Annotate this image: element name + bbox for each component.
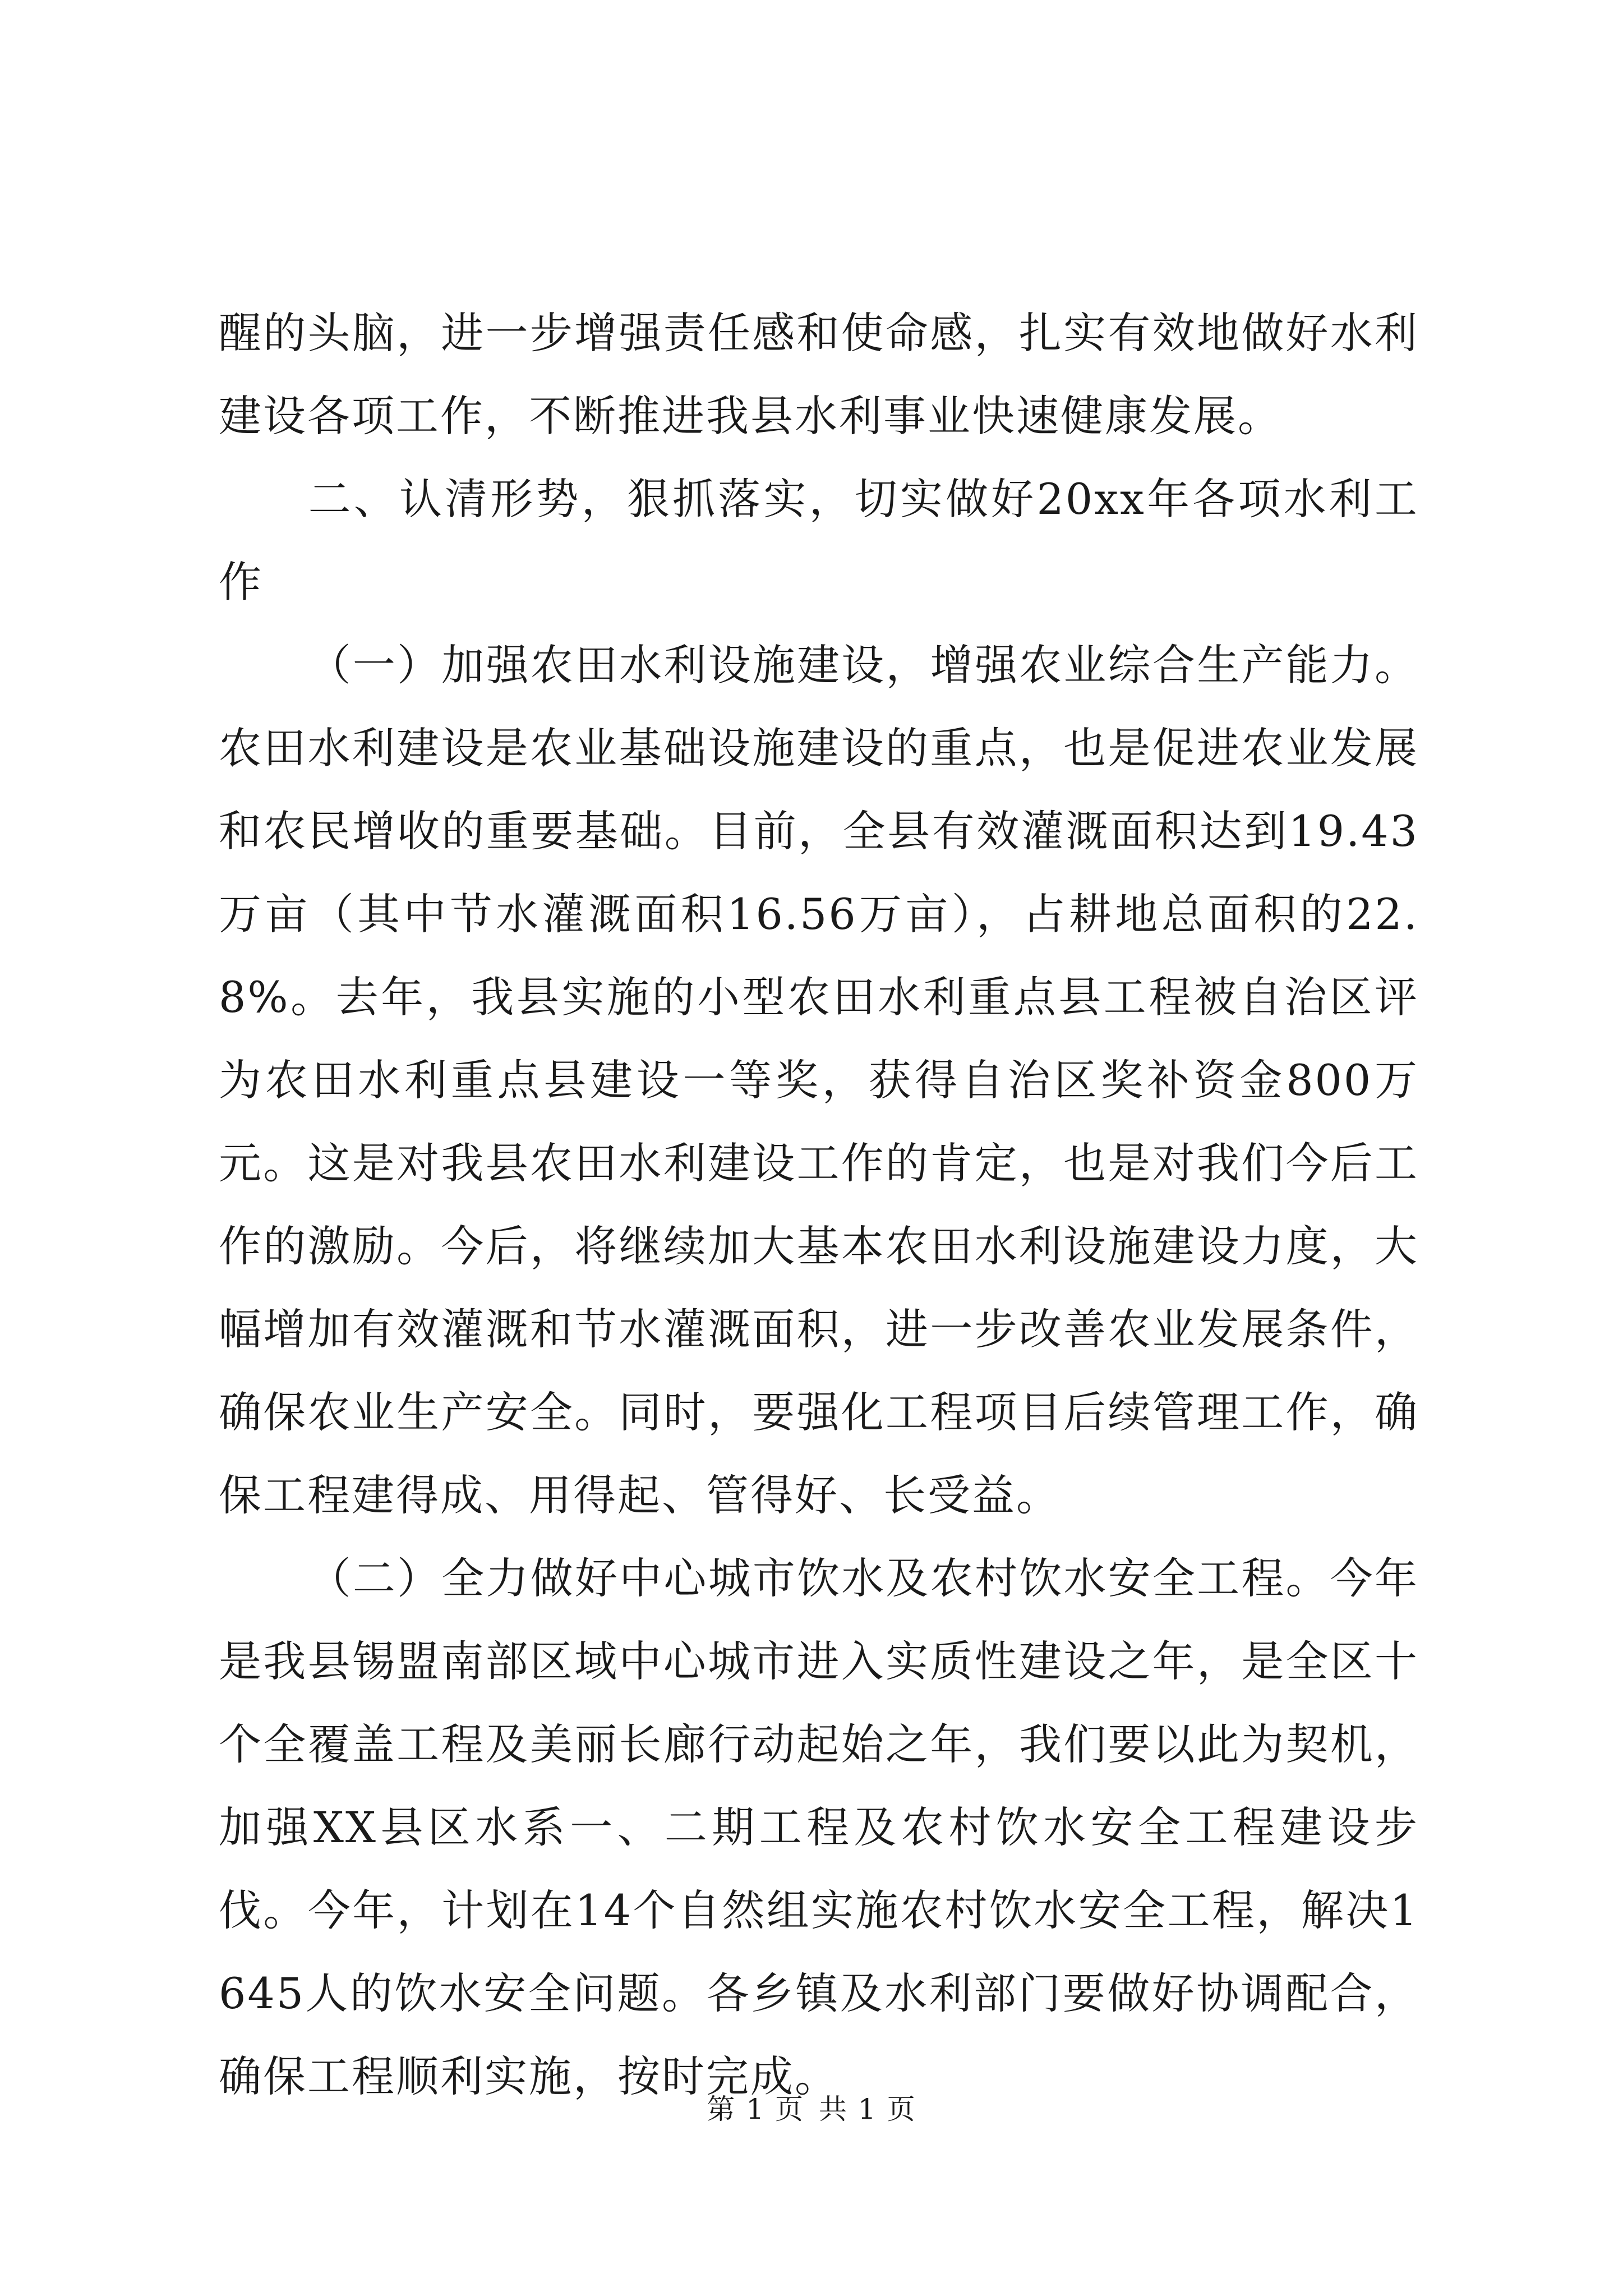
paragraph-farmland-irrigation: （一）加强农田水利设施建设，增强农业综合生产能力。农田水利建设是农业基础设施建设的重点，也是促进农业发展和农民增收的重要基础。目前，全县有效灌溉面积达到19.43万亩（其中节水灌溉面积16.56万亩），占耕地总面积的22.8%。去年，我县实施的小型农田水利重点县工程被自治区评为农田水利重点县建设一等奖，获得自治区奖补资金800万元。这是对我县农田水利建设工作的肯定，也是对我们今后工作的激励。今后，将继续加大基本农田水利设施建设力度，大幅增加有效灌溉和节水灌溉面积，进一步改善农业发展条件，确保农业生产安全。同时，要强化工程项目后续管理工作，确保工程建得成、用得起、管得好、长受益。 [219,640,1419,1520]
paragraph-drinking-water: （二）全力做好中心城市饮水及农村饮水安全工程。今年是我县锡盟南部区域中心城市进入实质性建设之年，是全区十个全覆盖工程及美丽长廊行动起始之年，我们要以此为契机，加强XX县区水系一、二期工程及农村饮水安全工程建设步伐。今年，计划在14个自然组实施农村饮水安全工程，解决1645人的饮水安全问题。各乡镇及水利部门要做好协调配合，确保工程顺利实施，按时完成。 [219,1553,1419,2101]
page-footer [0,2087,1623,2127]
page-total: 共 1 页 [819,2093,916,2125]
page-number: 第 1 页 [707,2093,804,2125]
section-heading: 二、认清形势，狠抓落实，切实做好20xx年各项水利工作 [219,474,1419,607]
paragraph-continuation: 醒的头脑，进一步增强责任感和使命感，扎实有效地做好水利建设各项工作，不断推进我县水利事业快速健康发展。 [219,308,1419,441]
document-body [219,292,1419,2118]
